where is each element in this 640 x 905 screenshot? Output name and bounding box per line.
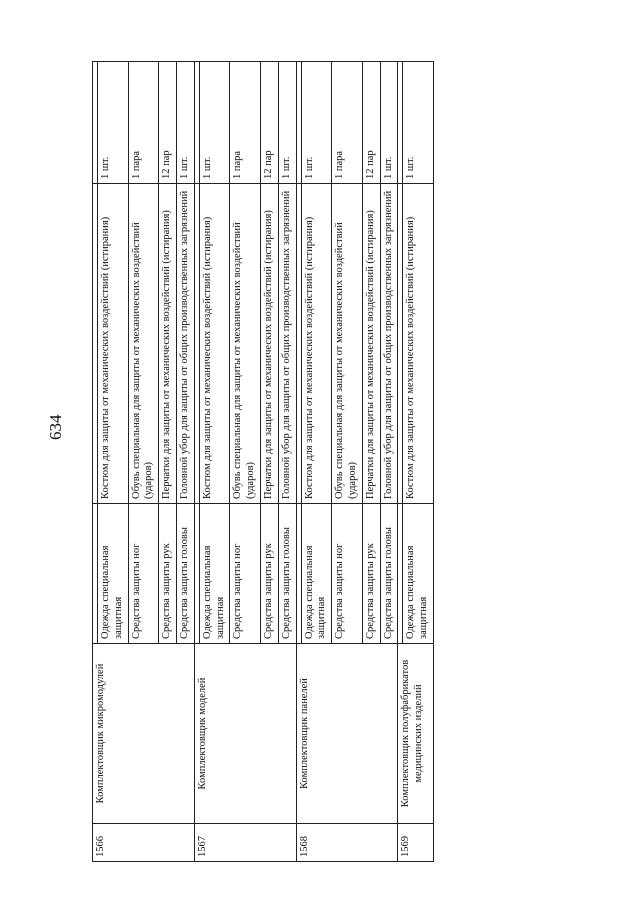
ppe-quantity-cell: 1 шт. [278, 62, 296, 184]
ppe-type-cell: Средства защиты головы [176, 504, 194, 644]
ppe-type-cell: Средства защиты ног [332, 504, 363, 644]
ppe-type-cell: Средства защиты рук [260, 504, 278, 644]
ppe-description-cell: Обувь специальная для защиты от механических воздействий (ударов) [128, 184, 159, 504]
ppe-type-cell: Средства защиты головы [380, 504, 398, 644]
ppe-quantity-cell: 1 шт. [301, 62, 332, 184]
ppe-quantity-cell: 12 пар [260, 62, 278, 184]
ppe-type-cell: Средства защиты ног [128, 504, 159, 644]
ppe-quantity-cell: 12 пар [159, 62, 177, 184]
ppe-norms-table [92, 61, 434, 862]
ppe-quantity-cell: 1 шт. [98, 62, 129, 184]
ppe-description-cell: Обувь специальная для защиты от механических воздействий (ударов) [230, 184, 261, 504]
ppe-description-cell: Перчатки для защиты от механических воздействий (истирания) [362, 184, 380, 504]
ppe-type-cell: Одежда специальная защитная [199, 504, 230, 644]
ppe-quantity-cell: 1 пара [332, 62, 363, 184]
ppe-type-cell: Средства защиты ног [230, 504, 261, 644]
ppe-type-cell: Средства защиты головы [278, 504, 296, 644]
page-number: 634 [46, 414, 65, 440]
ppe-description-cell: Костюм для защиты от механических воздействий (истирания) [98, 184, 129, 504]
ppe-description-cell: Перчатки для защиты от механических воздействий (истирания) [260, 184, 278, 504]
ppe-description-cell: Обувь специальная для защиты от механических воздействий (ударов) [332, 184, 363, 504]
ppe-type-cell: Средства защиты рук [362, 504, 380, 644]
ppe-type-cell: Средства защиты рук [159, 504, 177, 644]
ppe-description-cell: Головной убор для защиты от общих производственных загрязнений [278, 184, 296, 504]
rotated-table-container [92, 62, 550, 862]
ppe-description-cell: Костюм для защиты от механических воздействий (истирания) [199, 184, 230, 504]
ppe-quantity-cell: 1 шт. [380, 62, 398, 184]
ppe-quantity-cell: 1 шт. [403, 62, 434, 184]
profession-name: Комплектовщик микромодулей [93, 644, 195, 824]
item-number: 1567 [194, 824, 296, 862]
ppe-description-cell: Перчатки для защиты от механических воздействий (истирания) [159, 184, 177, 504]
ppe-quantity-cell: 1 пара [128, 62, 159, 184]
item-number: 1569 [398, 824, 434, 862]
profession-name: Комплектовщик моделей [194, 644, 296, 824]
profession-name: Комплектовщик полуфабрикатов медицинских изделий [398, 644, 434, 824]
ppe-description-cell: Костюм для защиты от механических воздействий (истирания) [301, 184, 332, 504]
ppe-description-cell: Костюм для защиты от механических воздействий (истирания) [403, 184, 434, 504]
item-number: 1566 [93, 824, 195, 862]
ppe-quantity-cell: 1 шт. [176, 62, 194, 184]
item-number: 1568 [296, 824, 398, 862]
ppe-description-cell: Головной убор для защиты от общих производственных загрязнений [176, 184, 194, 504]
profession-name: Комплектовщик панелей [296, 644, 398, 824]
ppe-quantity-cell: 1 пара [230, 62, 261, 184]
ppe-quantity-cell: 12 пар [362, 62, 380, 184]
ppe-type-cell: Одежда специальная защитная [403, 504, 434, 644]
ppe-type-cell: Одежда специальная защитная [98, 504, 129, 644]
ppe-quantity-cell: 1 шт. [199, 62, 230, 184]
ppe-type-cell: Одежда специальная защитная [301, 504, 332, 644]
ppe-description-cell: Головной убор для защиты от общих производственных загрязнений [380, 184, 398, 504]
